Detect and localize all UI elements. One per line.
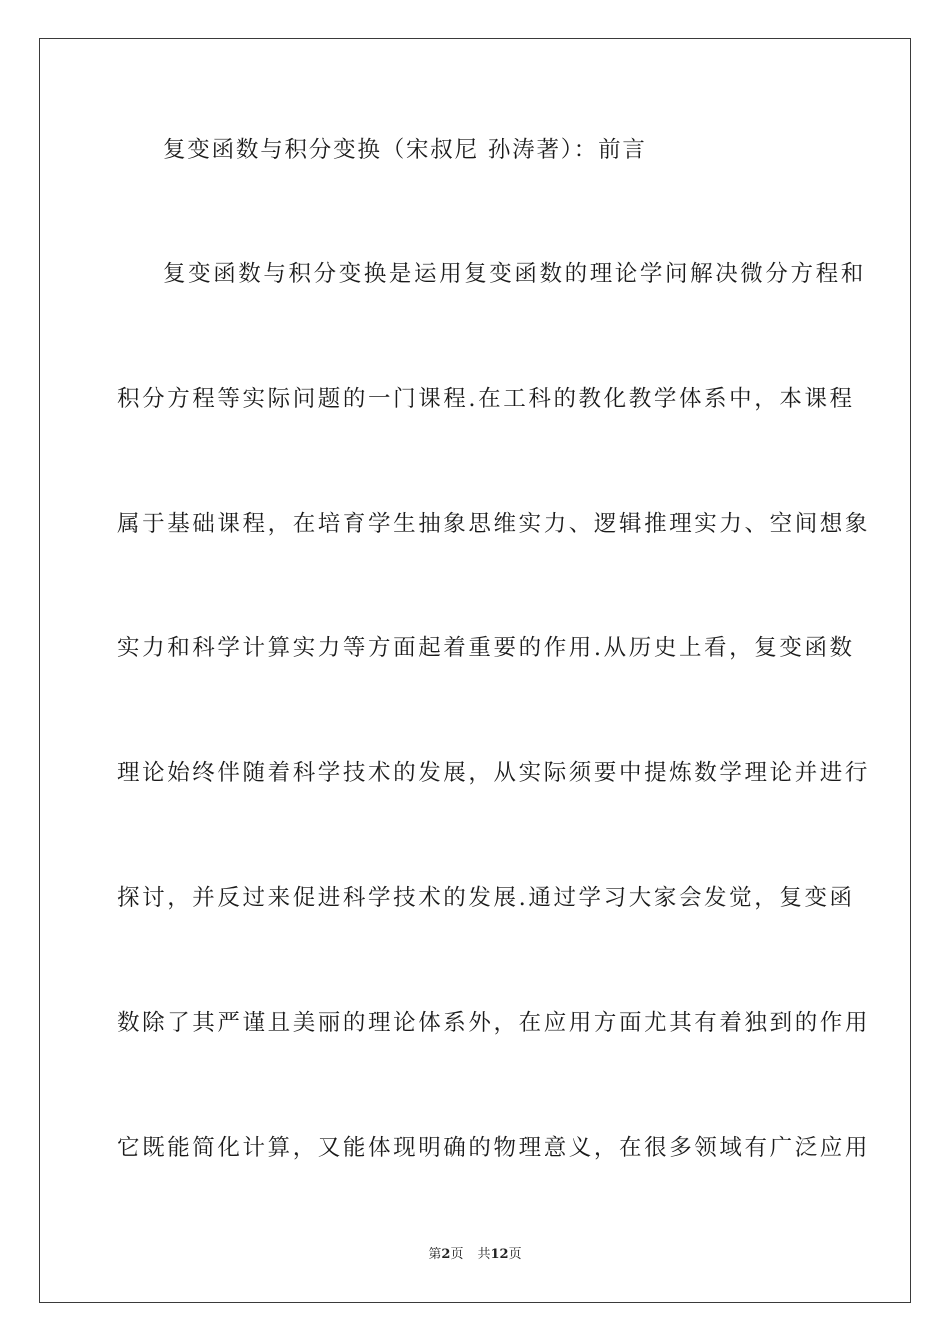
- page-footer: [0, 1246, 950, 1264]
- paragraph-line-7: 数除了其严谨且美丽的理论体系外，在应用方面尤其有着独到的作用: [117, 1010, 871, 1036]
- paragraph-line-5: 理论始终伴随着科学技术的发展，从实际须要中提炼数学理论并进行: [117, 760, 871, 786]
- paragraph-line-6: 探讨，并反过来促进科学技术的发展.通过学习大家会发觉，复变函: [117, 885, 855, 911]
- paragraph-line-8: 它既能简化计算，又能体现明确的物理意义，在很多领域有广泛应用: [117, 1135, 871, 1161]
- footer-total-pages: 12: [490, 1247, 509, 1262]
- paragraph-line-2: 积分方程等实际问题的一门课程.在工科的教化教学体系中，本课程: [117, 386, 855, 412]
- document-title: 复变函数与积分变换（宋叔尼 孙涛著）：前言: [163, 137, 647, 163]
- paragraph-line-1: 复变函数与积分变换是运用复变函数的理论学问解决微分方程和: [163, 261, 866, 287]
- page-border: [39, 38, 911, 1303]
- footer-page-number: 2: [441, 1247, 451, 1262]
- paragraph-line-3: 属于基础课程，在培育学生抽象思维实力、逻辑推理实力、空间想象: [117, 511, 871, 537]
- footer-total-prefix: 共: [477, 1247, 491, 1262]
- paragraph-line-4: 实力和科学计算实力等方面起着重要的作用.从历史上看，复变函数: [117, 635, 855, 661]
- footer-total-suffix: 页: [508, 1247, 522, 1262]
- footer-page-suffix: 页: [450, 1247, 464, 1262]
- footer-page-prefix: 第: [428, 1247, 442, 1262]
